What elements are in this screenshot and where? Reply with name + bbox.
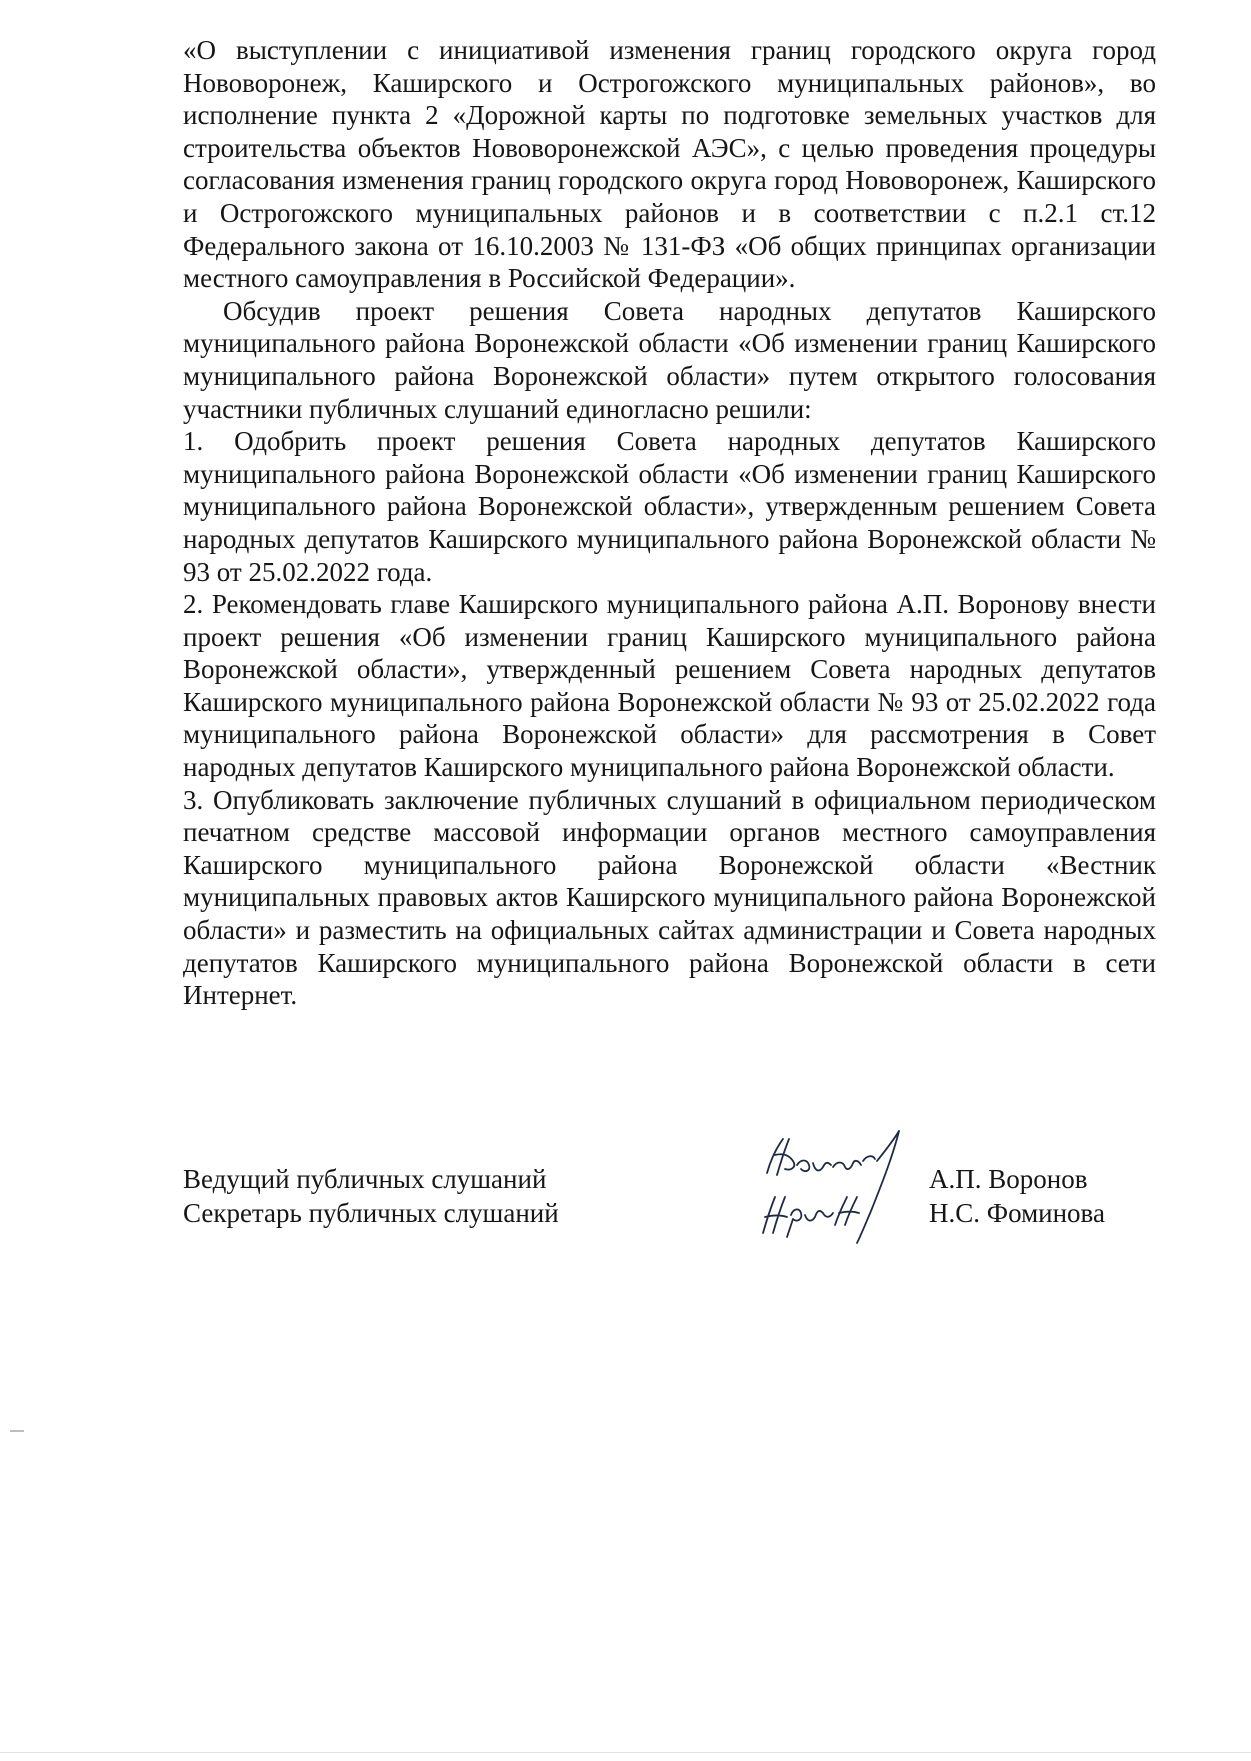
signature-name-chair: А.П. Воронов — [929, 1164, 1088, 1194]
paragraph-discussion: Обсудив проект решения Совета народных депутатов Каширского муниципального района Воронежской области «Об изменении границ Каширского муниципального района Воронежской области» путем открытого голосования участники публичных слушаний единогласно решили: — [183, 295, 1156, 424]
signature-row-chair — [183, 1163, 1163, 1195]
signature-role-secretary: Секретарь публичных слушаний — [183, 1198, 559, 1228]
document-body — [183, 34, 1156, 1012]
scan-edge-mark — [10, 1430, 24, 1432]
signature-name-secretary: Н.С. Фоминова — [929, 1198, 1105, 1228]
paragraph-preamble: «О выступлении с инициативой изменения границ городского округа город Нововоронеж, Каширского и Острогожского муниципальных районов», во исполнение пункта 2 «Дорожной карты по подготовке земельных участков для строительства объектов Нововоронежской АЭС», с целью проведения процедуры согласования изменения границ городского округа город Нововоронеж, Каширского и Острогожского муниципальных районов и в соответствии с п.2.1 ст.12 Федерального закона от 16.10.2003 № 131-ФЗ «Об общих принципах организации местного самоуправления в Российской Федерации». — [183, 35, 1156, 294]
signature-role-chair: Ведущий публичных слушаний — [183, 1164, 547, 1194]
signature-block — [183, 1163, 1163, 1243]
scan-bottom-edge — [0, 1752, 1251, 1753]
paragraph-item-3: 3. Опубликовать заключение публичных слушаний в официальном периодическом печатном средстве массовой информации органов местного самоуправления Каширского муниципального района Воронежской области «Вестник муниципальных правовых актов Каширского муниципального района Воронежской области» и разместить на официальных сайтах администрации и Совета народных депутатов Каширского муниципального района Воронежской области в сети Интернет. — [183, 784, 1156, 1011]
handwritten-signatures — [753, 1125, 913, 1247]
paragraph-item-1: 1. Одобрить проект решения Совета народных депутатов Каширского муниципального района Воронежской области «Об изменении границ Каширского муниципального района Воронежской области», утвержденным решением Совета народных депутатов Каширского муниципального района Воронежской области № 93 от 25.02.2022 года. — [183, 426, 1156, 587]
signature-secretary-scribble — [763, 1197, 859, 1237]
paragraph-item-2: 2. Рекомендовать главе Каширского муниципального района А.П. Воронову внести проект решения «Об изменении границ Каширского муниципального района Воронежской области», утвержденный решением Совета народных депутатов Каширского муниципального района Воронежской области № 93 от 25.02.2022 года муниципального района Воронежской области» для рассмотрения в Совет народных депутатов Каширского муниципального района Воронежской области. — [183, 589, 1156, 783]
signature-row-secretary — [183, 1197, 1163, 1229]
signature-chair-scribble — [767, 1131, 899, 1243]
